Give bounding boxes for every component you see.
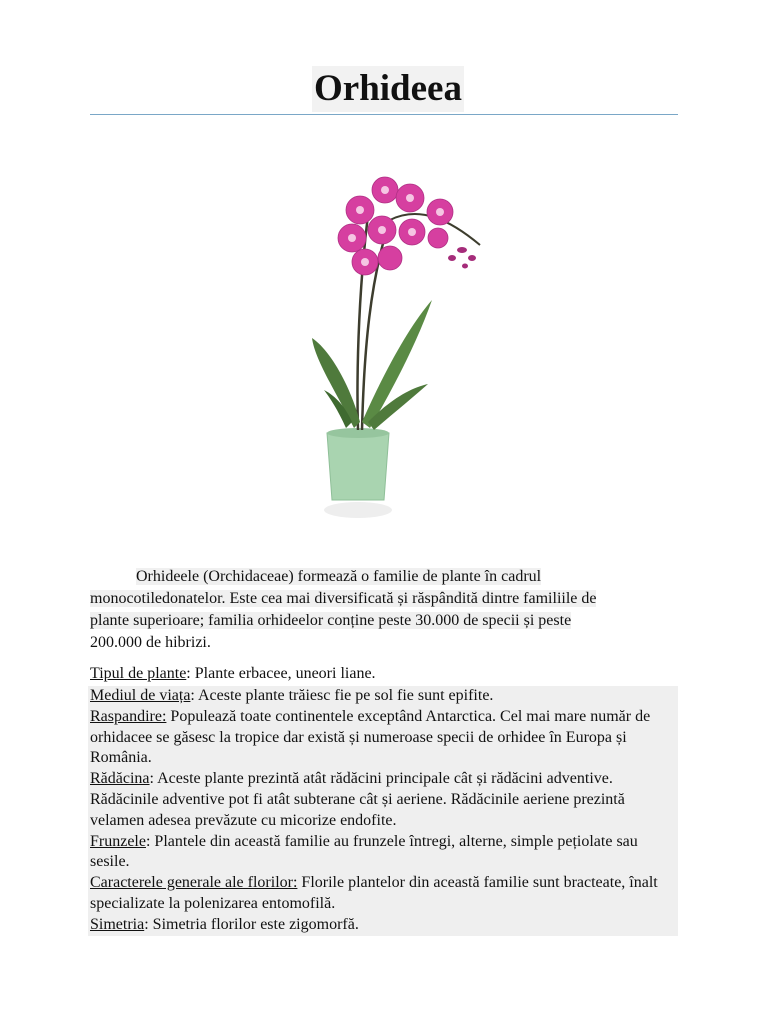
attr-label: Rădăcina [90, 770, 150, 788]
intro-line: monocotiledonatelor. Este cea mai diversificată și răspândită dintre familiile de [90, 590, 597, 607]
attr-mediul [90, 686, 680, 707]
attr-text: : Plantele din această familie au frunzele întregi, alterne, simple pețiolate sau sesile. [90, 832, 638, 871]
intro-line: Orhideele (Orchidaceae) formează o familie de plante în cadrul [136, 568, 542, 585]
attr-simetria [90, 915, 680, 936]
attr-label: Simetria [90, 915, 145, 933]
attr-tipul [90, 664, 680, 684]
orchid-image [290, 160, 510, 540]
attr-radacina [90, 769, 680, 831]
attr-frunzele [90, 832, 680, 874]
attr-label: Tipul de plante [90, 665, 187, 682]
attr-label: Mediul de viața [90, 687, 191, 704]
attr-text: : Plante erbacee, uneori liane. [186, 665, 376, 682]
attr-text: Florile plantelor din această familie sunt bracteate, înalt specializate la polenizarea entomofilă. [90, 874, 658, 912]
pot-shape [327, 433, 389, 500]
attr-label: Frunzele [90, 832, 146, 850]
attr-caracterele [90, 873, 680, 915]
page-title: Orhideea [314, 68, 462, 109]
attr-label: Raspandire: [90, 707, 167, 725]
attr-label: Caracterele generale ale florilor: [90, 874, 298, 892]
attr-text: : Aceste plante trăiesc fie pe sol fie sunt epifite. [190, 687, 494, 704]
attr-text: : Aceste plante prezintă atât rădăcini principale cât și rădăcini adventive. Rădăcinile adventive pot fi atât subterane cât și aeriene. Rădăcinile aeriene prezintă velamen adesea prevăzute cu micorize endofite. [90, 770, 625, 829]
title-underline [90, 114, 678, 115]
attributes-list [90, 686, 680, 936]
attr-text: : Simetria florilor este zigomorfă. [144, 915, 359, 933]
attr-text: Populează toate continentele exceptând Antarctica. Cel mai mare număr de orhidacee se găsesc la tropice dar există și numeroase specii de orhidee în Europa și România. [90, 707, 651, 767]
attr-raspandire [90, 707, 680, 769]
title-box [312, 66, 464, 112]
intro-line: plante superioare; familia orhideelor conține peste 30.000 de specii și peste [90, 612, 572, 629]
intro-paragraph [90, 566, 680, 654]
intro-line: 200.000 de hibrizi. [90, 634, 211, 651]
